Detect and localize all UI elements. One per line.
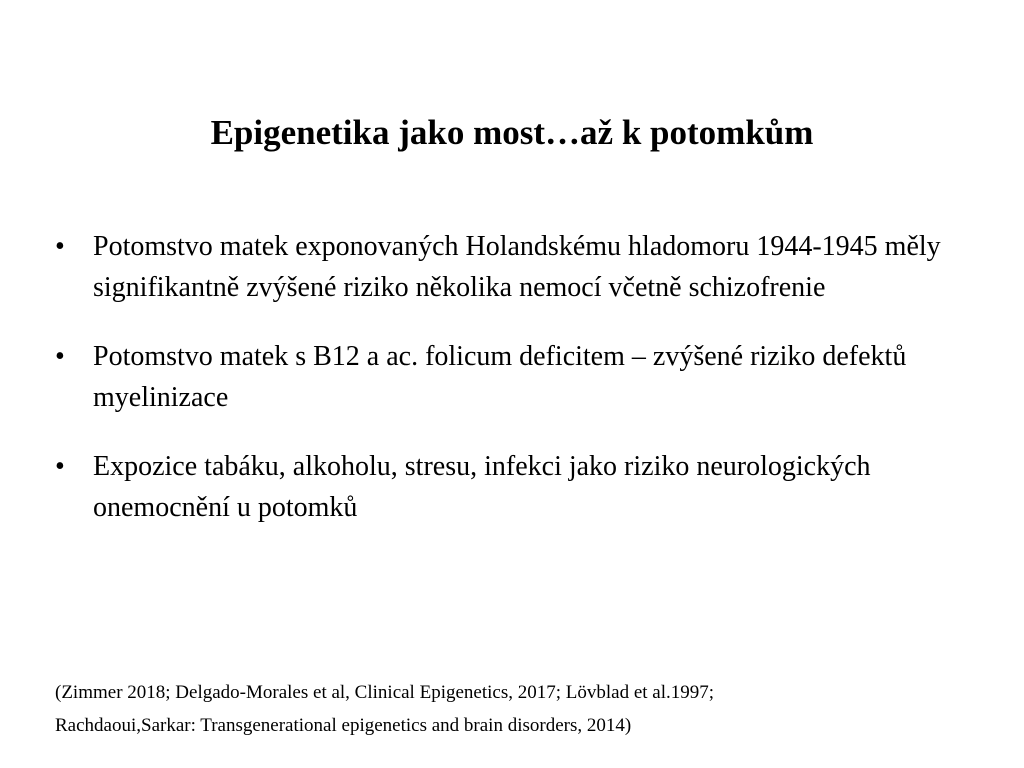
bullet-item	[55, 226, 990, 308]
bullet-text: Potomstvo matek exponovaných Holandskému hladomoru 1944-1945 měly signifikantně zvýšené riziko několika nemocí včetně schizofrenie	[93, 231, 941, 303]
bullet-text: Potomstvo matek s B12 a ac. folicum deficitem – zvýšené riziko defektů myelinizace	[93, 341, 907, 413]
bullet-marker: •	[55, 451, 65, 482]
slide-title: Epigenetika jako most…až k potomkům	[210, 113, 814, 152]
bullet-marker: •	[55, 231, 65, 262]
bullet-item	[55, 446, 990, 528]
bullet-list	[55, 226, 990, 556]
reference-line: Rachdaoui,Sarkar: Transgenerational epigenetics and brain disorders, 2014)	[55, 715, 632, 736]
references	[55, 676, 995, 742]
bullet-item	[55, 336, 990, 418]
bullet-marker: •	[55, 341, 65, 372]
reference-line: (Zimmer 2018; Delgado-Morales et al, Clinical Epigenetics, 2017; Lövblad et al.1997;	[55, 682, 715, 703]
bullet-text: Expozice tabáku, alkoholu, stresu, infekci jako riziko neurologických onemocnění u potomků	[93, 451, 871, 523]
